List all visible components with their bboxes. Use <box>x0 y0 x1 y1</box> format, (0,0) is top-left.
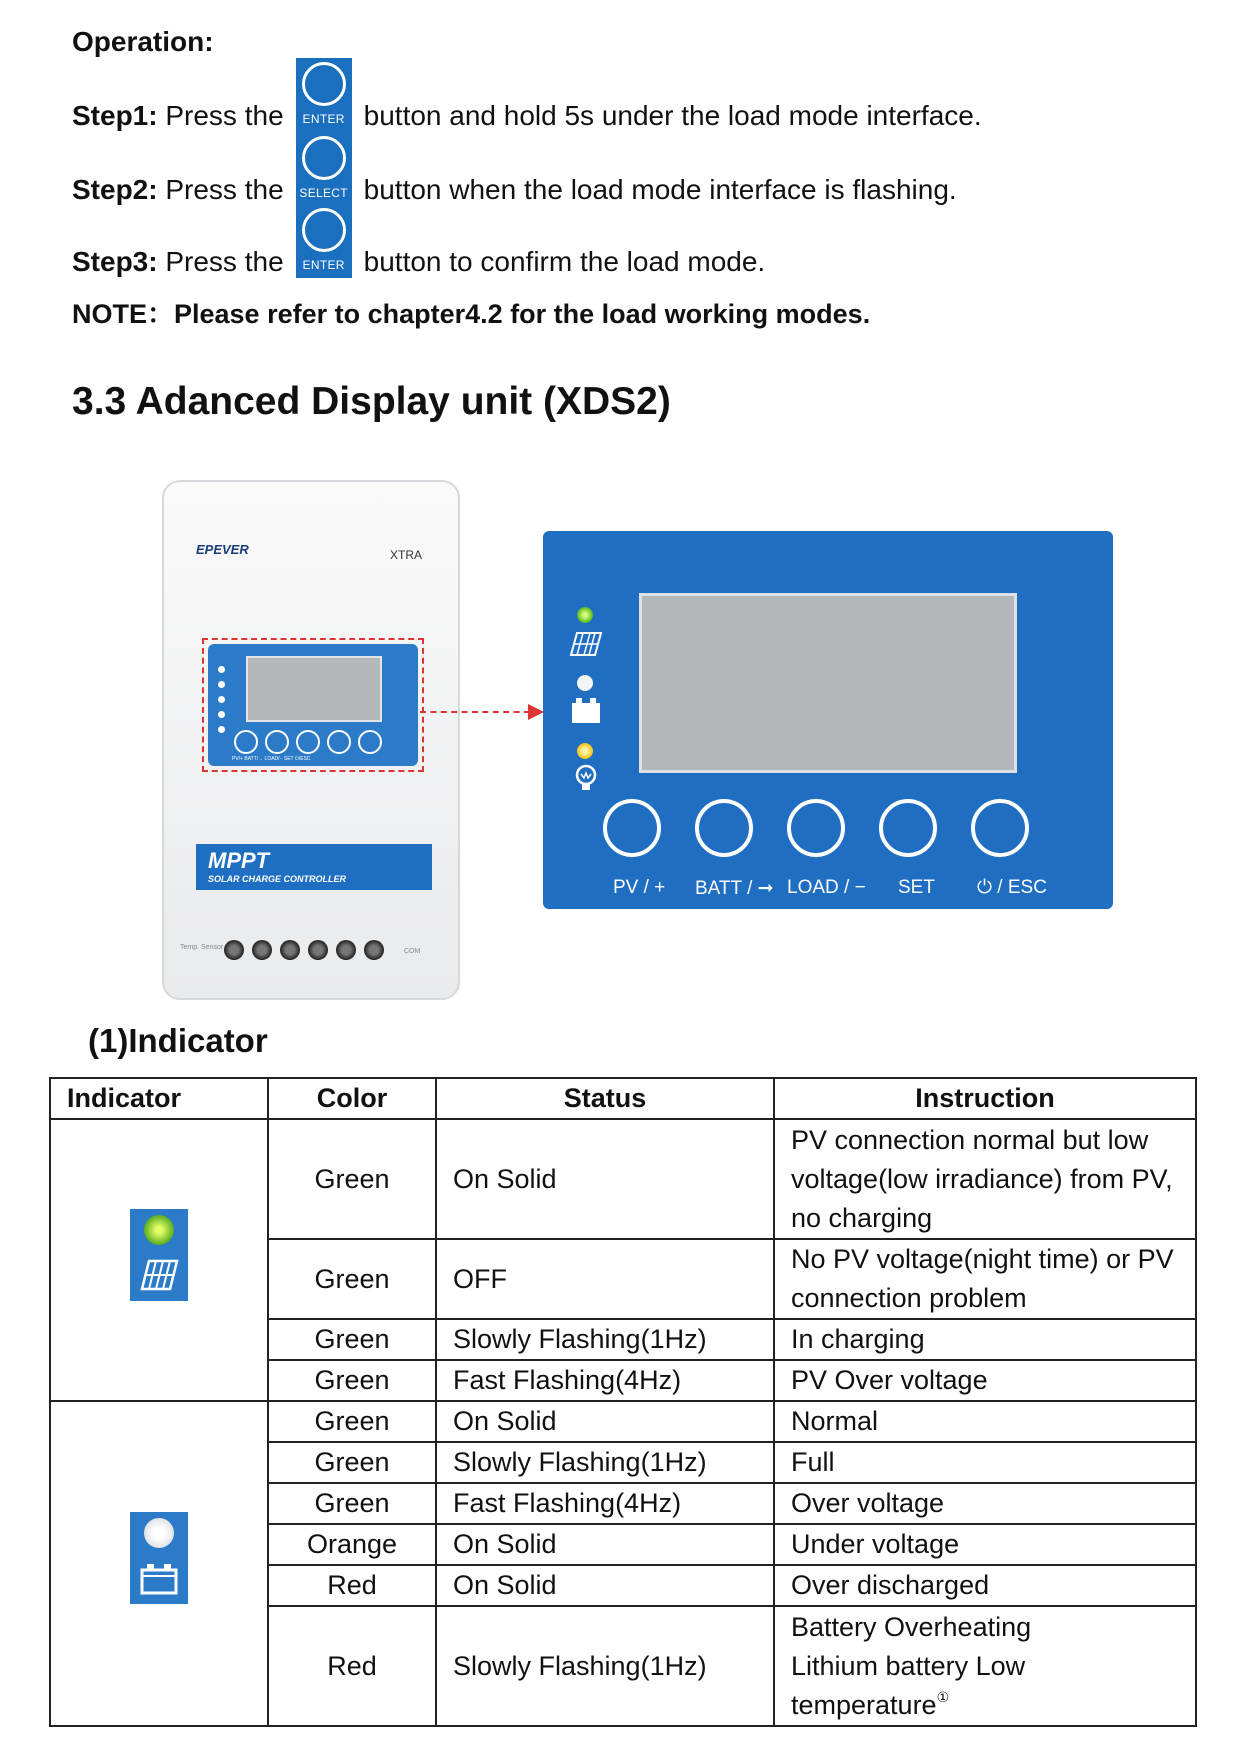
esc-label: ⏻ / ESC <box>977 877 1047 898</box>
step-1 <box>72 58 982 132</box>
pv-indicator-icon <box>130 1209 188 1301</box>
set-button[interactable] <box>879 799 937 857</box>
status-cell: Slowly Flashing(1Hz) <box>436 1606 774 1726</box>
table-row <box>50 1401 1196 1442</box>
set-label: SET <box>898 877 935 898</box>
status-cell: On Solid <box>436 1401 774 1442</box>
column-header: Status <box>436 1078 774 1119</box>
step-3 <box>72 204 765 278</box>
controller-device-image <box>162 480 460 1000</box>
indicator-table <box>49 1077 1197 1727</box>
callout-line <box>420 711 530 713</box>
lcd-screen <box>639 593 1017 773</box>
brand-logo: EPEVER <box>196 542 249 557</box>
table-header-row <box>50 1078 1196 1119</box>
instruction-cell: Over discharged <box>774 1565 1196 1606</box>
step-pre-text: Press the <box>165 246 284 277</box>
step-post-text: button to confirm the load mode. <box>363 246 766 277</box>
step-post-text: button and hold 5s under the load mode interface. <box>363 100 982 131</box>
color-cell: Green <box>268 1483 436 1524</box>
instruction-cell <box>774 1606 1196 1726</box>
button-caption: ENTER <box>302 258 345 272</box>
section-title: 3.3 Adanced Display unit (XDS2) <box>72 380 671 423</box>
instruction-cell: Over voltage <box>774 1483 1196 1524</box>
color-cell: Orange <box>268 1524 436 1565</box>
pv-led-green <box>577 607 593 623</box>
footnote-mark: ① <box>936 1688 950 1705</box>
load-bulb-icon <box>569 763 603 793</box>
display-panel <box>543 531 1113 909</box>
status-cell: On Solid <box>436 1524 774 1565</box>
note-text: NOTE：Please refer to chapter4.2 for the load working modes. <box>72 299 871 329</box>
load-minus-label: LOAD / − <box>787 877 866 898</box>
instruction-line: Battery Overheating <box>791 1611 1032 1642</box>
battery-indicator-cell <box>50 1401 268 1726</box>
instruction-line: Lithium battery Low <box>791 1650 1026 1681</box>
column-header: Color <box>268 1078 436 1119</box>
temp-sensor-label: Temp. Sensor <box>180 944 224 951</box>
step-label: Step1: <box>72 100 158 131</box>
battery-led <box>577 675 593 691</box>
select-button-icon <box>296 132 352 206</box>
mini-lcd <box>246 656 382 722</box>
color-cell: Red <box>268 1606 436 1726</box>
mini-button-labels: PV/+ BATT/→ LOAD/− SET ⏻/ESC <box>232 756 311 762</box>
color-cell: Red <box>268 1565 436 1606</box>
com-label: COM <box>404 948 421 955</box>
instruction-cell: In charging <box>774 1319 1196 1360</box>
instruction-line <box>791 1686 1179 1725</box>
instruction-cell: No PV voltage(night time) or PV connection problem <box>774 1239 1196 1319</box>
step-pre-text: Press the <box>165 100 284 131</box>
pv-plus-button[interactable] <box>603 799 661 857</box>
status-cell: Slowly Flashing(1Hz) <box>436 1319 774 1360</box>
status-cell: Fast Flashing(4Hz) <box>436 1360 774 1401</box>
battery-icon <box>569 695 603 725</box>
callout-arrow-icon <box>528 704 544 720</box>
button-caption: ENTER <box>302 112 345 126</box>
step-2 <box>72 132 957 206</box>
model-label: XTRA <box>390 548 423 562</box>
batt-label: BATT / ➞ <box>695 878 774 899</box>
step-label: Step3: <box>72 246 158 277</box>
mppt-band <box>196 844 432 890</box>
mppt-title: MPPT <box>208 848 270 873</box>
indicator-heading: (1)Indicator <box>88 1022 268 1059</box>
column-header: Indicator <box>50 1078 268 1119</box>
instruction-cell: Normal <box>774 1401 1196 1442</box>
status-cell: OFF <box>436 1239 774 1319</box>
operation-heading: Operation: <box>72 26 214 57</box>
instruction-line-text: temperature <box>791 1689 937 1720</box>
esc-button[interactable] <box>971 799 1029 857</box>
table-row <box>50 1119 1196 1239</box>
status-cell: On Solid <box>436 1119 774 1239</box>
pv-plus-label: PV / + <box>613 877 666 898</box>
step-pre-text: Press the <box>165 174 284 205</box>
status-cell: Fast Flashing(4Hz) <box>436 1483 774 1524</box>
pv-indicator-cell <box>50 1119 268 1401</box>
color-cell: Green <box>268 1442 436 1483</box>
terminal-row <box>224 940 384 960</box>
mini-button-row <box>234 730 382 754</box>
load-minus-button[interactable] <box>787 799 845 857</box>
step-label: Step2: <box>72 174 158 205</box>
load-led-yellow <box>577 743 593 759</box>
instruction-cell: Full <box>774 1442 1196 1483</box>
instruction-cell: PV Over voltage <box>774 1360 1196 1401</box>
mppt-subtitle: SOLAR CHARGE CONTROLLER <box>208 874 346 884</box>
color-cell: Green <box>268 1401 436 1442</box>
column-header: Instruction <box>774 1078 1196 1119</box>
color-cell: Green <box>268 1360 436 1401</box>
enter-button-icon <box>296 58 352 132</box>
status-cell: Slowly Flashing(1Hz) <box>436 1442 774 1483</box>
color-cell: Green <box>268 1119 436 1239</box>
mini-led-column <box>218 666 228 741</box>
instruction-cell: Under voltage <box>774 1524 1196 1565</box>
button-caption: SELECT <box>299 186 348 200</box>
batt-button[interactable] <box>695 799 753 857</box>
solar-panel-icon <box>569 629 603 659</box>
highlighted-display-area <box>202 638 424 772</box>
enter-button-icon <box>296 204 352 278</box>
step-post-text: button when the load mode interface is flashing. <box>363 174 957 205</box>
battery-indicator-icon <box>130 1512 188 1604</box>
color-cell: Green <box>268 1239 436 1319</box>
color-cell: Green <box>268 1319 436 1360</box>
status-cell: On Solid <box>436 1565 774 1606</box>
instruction-cell: PV connection normal but low voltage(low irradiance) from PV, no charging <box>774 1119 1196 1239</box>
